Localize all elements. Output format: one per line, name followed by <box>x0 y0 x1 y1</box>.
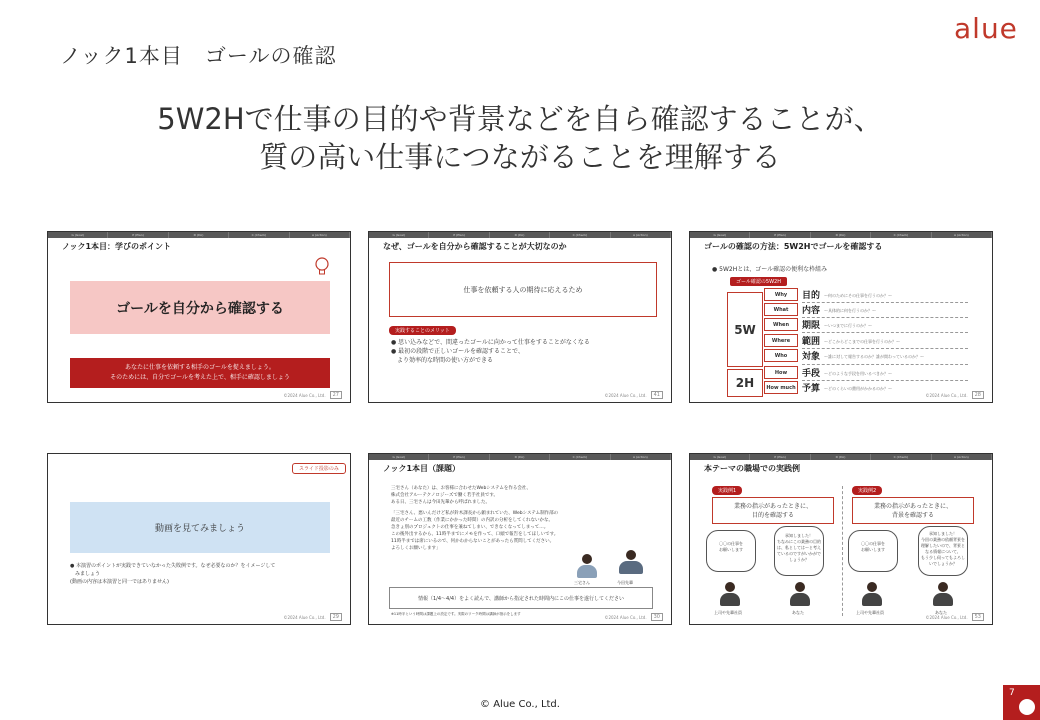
slide-page-number: 27 <box>330 391 342 399</box>
box-line: 業務の指示があったときに、 <box>874 503 952 510</box>
lightbulb-icon <box>313 256 331 276</box>
group-5w: 5W <box>727 292 763 367</box>
bubble-line: 〇〇の仕事を <box>861 541 885 546</box>
bubble-line: 〇〇の仕事を <box>719 541 743 546</box>
slide-thumbnail-41[interactable] <box>368 231 672 403</box>
tip-line: そのためには、自分でゴールを考えた上で、相手に確認しましょう <box>110 374 290 381</box>
step-action: A (Action) <box>290 232 350 238</box>
headline <box>0 100 1040 176</box>
slide-page-number: 41 <box>651 391 663 399</box>
step-goal: G (Goal) <box>48 232 108 238</box>
bubble-line: お願いします <box>861 547 885 552</box>
you-label: あなた <box>792 610 804 615</box>
step-do: D (Do) <box>811 232 871 238</box>
step-bar <box>369 454 671 460</box>
desc-scope: ～どこからどこまでの仕事を行うのか？～ <box>824 339 900 344</box>
scenario-line: よろしくお願いします」 <box>391 546 441 551</box>
tag-why: Why <box>764 288 798 301</box>
boss-label: 上司や先輩社員 <box>856 610 884 615</box>
imada-label: 今田先輩 <box>617 580 633 585</box>
speech-bubble <box>848 530 898 572</box>
bubble-line: お願いします <box>719 547 743 552</box>
tag-what: What <box>764 303 798 316</box>
scenario-line: 急きょ別のプロジェクトの仕事を兼ねてしまい、できなくなってしまって…。 <box>391 525 549 530</box>
step-bar <box>369 232 671 238</box>
bubble-line: 承知しました！ <box>929 531 957 536</box>
bubble-line: なる情報について、 <box>925 549 961 554</box>
page-number: 7 <box>1009 688 1015 698</box>
bubble-line: いでしょうか？ <box>929 561 957 566</box>
badge-circle-icon <box>1019 699 1035 715</box>
slide-thumbnail-30[interactable] <box>368 453 672 625</box>
you-label: あなた <box>935 610 947 615</box>
row-divider <box>802 364 968 365</box>
step-plan: P (Plan) <box>429 454 489 460</box>
slide-title: なぜ、ゴールを自分から確認することが大切なのか <box>383 242 567 251</box>
desc-target: ～誰に対して報告するのか？誰が関わっているのか？～ <box>824 354 924 359</box>
label-content: 内容 <box>802 306 821 316</box>
tip-line: あなたに仕事を依頼する相手のゴールを捉えましょう。 <box>125 364 275 371</box>
step-check: C (Check) <box>871 232 931 238</box>
alue-logo: alue <box>954 12 1018 45</box>
slide-title: ノック1本目（課題） <box>383 464 461 473</box>
bullet-item: ● 最初の段階で正しいゴールを確認することで、 <box>391 348 524 355</box>
step-action: A (Action) <box>611 232 671 238</box>
step-goal: G (Goal) <box>369 232 429 238</box>
purpose-box: 仕事を依頼する人の期待に応えるため <box>389 262 657 317</box>
bubble-line: しょうか？ <box>789 557 809 562</box>
page-title: ノック1本目 ゴールの確認 <box>60 44 337 68</box>
footer-copyright: ©2024 Alue Co., Ltd. <box>925 392 968 398</box>
step-bar <box>48 232 350 238</box>
slide-title: ノック1本目：学びのポイント <box>62 242 172 251</box>
slide-title: 本テーマの職場での実践例 <box>704 464 800 473</box>
footnote: ※11時半という時間は課題上の設定です。実際のワーク時間は講師が指示をします <box>391 612 521 616</box>
tag-when: When <box>764 318 798 331</box>
tag-where: Where <box>764 334 798 347</box>
group-2h: 2H <box>727 369 763 397</box>
slide-page-number: 53 <box>972 613 984 621</box>
step-plan: P (Plan) <box>750 454 810 460</box>
bubble-line: 承知しました！ <box>785 533 813 538</box>
label-budget: 予算 <box>802 384 821 394</box>
slide-page-number: 28 <box>972 391 984 399</box>
tag-how-much: How much <box>764 381 798 394</box>
scenario-text <box>391 485 558 552</box>
slide-footer <box>604 391 663 399</box>
desc-content: ～具体的に何を行うのか？～ <box>824 308 876 313</box>
slide-footer <box>925 613 984 621</box>
step-plan: P (Plan) <box>429 232 489 238</box>
step-plan: P (Plan) <box>108 232 168 238</box>
headline-line-1: 5W2Hで仕事の目的や背景などを自ら確認することが、 <box>157 102 883 136</box>
label-deadline: 期限 <box>802 321 821 331</box>
footer-copyright: ©2024 Alue Co., Ltd. <box>604 614 647 620</box>
bubble-line: ちなみにこの業務の目的 <box>777 539 821 544</box>
slide-page-number: 29 <box>330 613 342 621</box>
example-2-box <box>852 497 974 524</box>
slide-thumbnail-27[interactable] <box>47 231 351 403</box>
scenario-line: 11時半までは席にいるので、何かわからないことがあったら質問してください。 <box>391 539 555 544</box>
copyright: © Alue Co., Ltd. <box>480 699 560 710</box>
row-divider <box>802 317 968 318</box>
step-goal: G (Goal) <box>690 232 750 238</box>
scenario-line: 三宅さん（あなた）は、お客様に合わせたWebシステムを作る会社、 <box>391 486 531 491</box>
footer-copyright: ©2024 Alue Co., Ltd. <box>925 614 968 620</box>
bubble-line: 今回の業務の依頼背景を <box>921 537 965 542</box>
note-line: みましょう <box>75 571 101 577</box>
scenario-line: この後外出するから、11時半までにメモを作って、口頭で報告をしてほしいです。 <box>391 532 559 537</box>
miyake-figure <box>577 554 597 578</box>
label-scope: 範囲 <box>802 337 821 347</box>
step-goal: G (Goal) <box>369 454 429 460</box>
label-purpose: 目的 <box>802 291 821 301</box>
divider <box>842 486 843 616</box>
boss-label: 上司や先輩社員 <box>714 610 742 615</box>
merit-pill: 実践することのメリット <box>389 326 456 335</box>
label-target: 対象 <box>802 352 821 362</box>
tip-bar <box>70 358 330 388</box>
bubble-line: もう少し伺ってもよろし <box>921 555 965 560</box>
box-line: 業務の指示があったときに、 <box>734 503 812 510</box>
tag-how: How <box>764 366 798 379</box>
bubble-line: 理解したいので、背景と <box>921 543 965 548</box>
step-action: A (Action) <box>611 454 671 460</box>
example-2-pill: 実践例2 <box>852 486 882 495</box>
row-divider <box>802 332 968 333</box>
step-plan: P (Plan) <box>750 232 810 238</box>
bullet-item: ● 思い込みなどで、間違ったゴールに向かって仕事をすることがなくなる <box>391 339 590 346</box>
row-divider <box>802 348 968 349</box>
slide-footer <box>283 613 342 621</box>
step-bar <box>690 232 992 238</box>
video-box: 動画を見てみましょう <box>70 502 330 553</box>
step-do: D (Do) <box>490 232 550 238</box>
footer-copyright: ©2024 Alue Co., Ltd. <box>283 614 326 620</box>
desc-deadline: ～いつまでに行うのか？～ <box>824 323 872 328</box>
note-line: ● 本演習のポイントが実践できていなかった失敗例です。なぜ必要なのか？をイメージして <box>70 563 276 569</box>
step-goal: G (Goal) <box>690 454 750 460</box>
speech-bubble <box>918 526 968 576</box>
desc-means: ～どのような手段を用いるべきか？～ <box>824 371 892 376</box>
slide-footer <box>925 391 984 399</box>
you-figure <box>790 582 810 606</box>
step-check: C (Check) <box>550 454 610 460</box>
example-1-box <box>712 497 834 524</box>
step-check: C (Check) <box>871 454 931 460</box>
example-1-pill: 実践例1 <box>712 486 742 495</box>
page-number-badge <box>1003 685 1040 720</box>
bullet-item: より効率的な時間の使い方ができる <box>397 357 494 364</box>
slide-page-number: 30 <box>651 613 663 621</box>
footer-copyright: ©2024 Alue Co., Ltd. <box>283 392 326 398</box>
slide-thumbnail-53[interactable] <box>689 453 993 625</box>
slide-footer <box>283 391 342 399</box>
tag-who: Who <box>764 349 798 362</box>
you-figure <box>933 582 953 606</box>
note-line: (動画の内容は本演習と同一ではありません) <box>70 579 169 585</box>
frame-label: ゴール確認の5W2H <box>730 277 787 286</box>
box-line: 目的を確認する <box>751 512 794 519</box>
footer-copyright: ©2024 Alue Co., Ltd. <box>604 392 647 398</box>
lead-text: ● 5W2Hとは、ゴール確認の便利な枠組み <box>712 266 828 273</box>
speech-bubble <box>774 526 824 576</box>
speech-bubble <box>706 530 756 572</box>
scenario-line: 「三宅さん、悪いんだけど私が鈴木課長から頼まれていた、Webシステム制作部の <box>391 511 559 516</box>
bullet-list <box>391 338 590 365</box>
box-line: 背景を確認する <box>891 512 934 519</box>
step-action: A (Action) <box>932 454 992 460</box>
desc-budget: ～どのくらいの費用がかかるのか？～ <box>824 386 892 391</box>
slide-footer <box>604 613 663 621</box>
goal-box: ゴールを自分から確認する <box>70 281 330 334</box>
label-means: 手段 <box>802 369 821 379</box>
boss-figure <box>720 582 740 606</box>
scenario-line: ある日、三宅さんは今田先輩から呼ばれました。 <box>391 500 490 505</box>
bubble-line: は、私としては～と考え <box>777 545 821 550</box>
boss-figure <box>862 582 882 606</box>
step-do: D (Do) <box>811 454 871 460</box>
desc-purpose: ～何のためにその仕事を行うのか？～ <box>824 293 892 298</box>
projection-only-badge: スライド投影のみ <box>292 463 346 474</box>
miyake-label: 三宅さん <box>574 580 590 585</box>
row-divider <box>802 302 968 303</box>
step-do: D (Do) <box>490 454 550 460</box>
row-divider <box>802 380 968 381</box>
notes <box>70 562 275 586</box>
imada-figure <box>619 550 643 574</box>
slide-thumbnail-28[interactable] <box>689 231 993 403</box>
step-check: C (Check) <box>550 232 610 238</box>
step-do: D (Do) <box>169 232 229 238</box>
step-bar <box>690 454 992 460</box>
instruction-box: 情報（1/4～4/4）をよく読んで、講師から指定された時間内にこの仕事を遂行してください <box>389 587 653 609</box>
slide-title: ゴールの確認の方法：5W2Hでゴールを確認する <box>704 242 883 251</box>
scenario-line: 株式会社アルーテクノロジーズで働く若手社員です。 <box>391 493 498 498</box>
scenario-line: 最近のチームの工数（作業にかかった時間）の内訳の分析をしてくれないかな。 <box>391 518 553 523</box>
slide-thumbnail-29[interactable] <box>47 453 351 625</box>
bubble-line: ているのですがいかがで <box>777 551 821 556</box>
step-action: A (Action) <box>932 232 992 238</box>
step-check: C (Check) <box>229 232 289 238</box>
headline-line-2: 質の高い仕事につながることを理解する <box>259 140 781 174</box>
